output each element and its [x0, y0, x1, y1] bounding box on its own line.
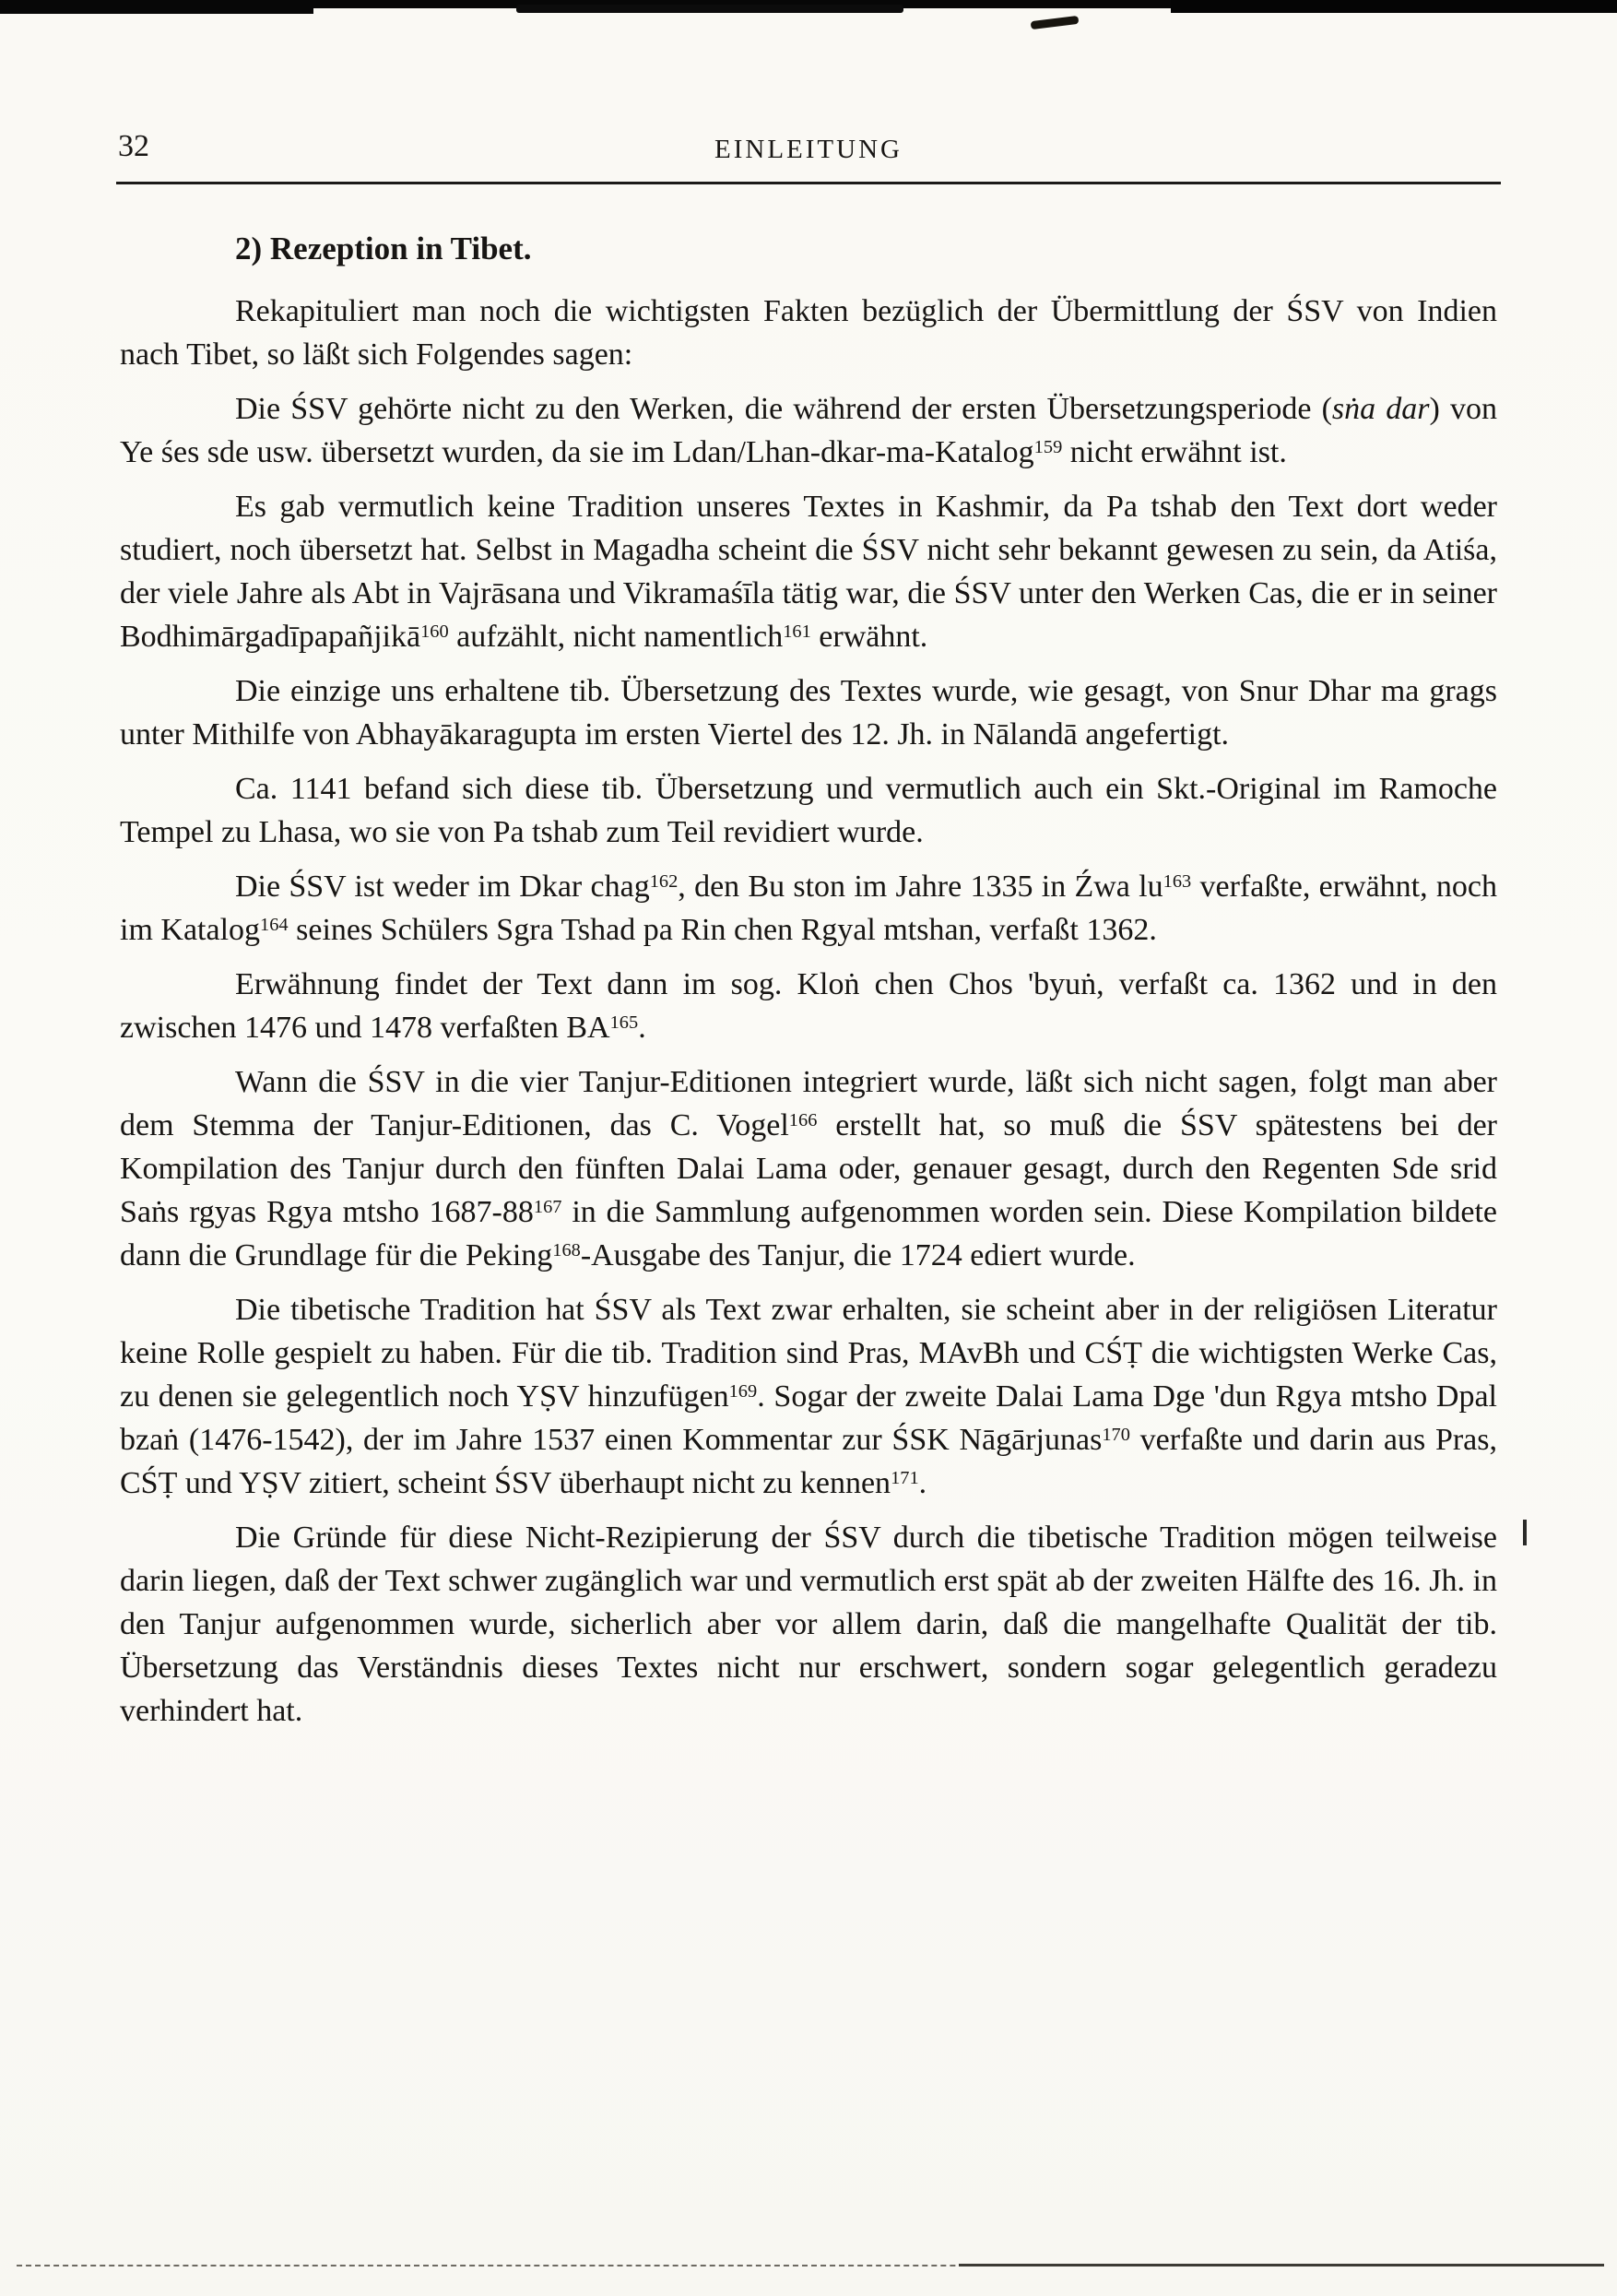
footnote-ref: 161 [783, 621, 811, 642]
text-run: Die Gründe für diese Nicht-Rezipierung der ŚSV durch die tibetische Tradition mögen teilweise darin liegen, daß der Text schwer zugänglich war und vermutlich erst spät ab der zweiten Hälfte des 16. Jh. in den Tanjur aufgenommen wurde, sicherlich aber vor allem darin, daß die mangelhafte Qualität der tib. Übersetzung das Verständnis dieses Textes nicht nur erschwert, sondern sogar gelegentlich geradezu verhindert hat. [120, 1521, 1497, 1728]
footnote-ref: 167 [533, 1196, 562, 1217]
scan-artifact-bottom-line-dark [959, 2264, 1604, 2266]
footnote-ref: 169 [728, 1380, 758, 1402]
paragraph [120, 1060, 1497, 1277]
footnote-ref: 160 [420, 621, 449, 642]
scan-artifact-top-middle [516, 5, 903, 13]
text-run: Erwähnung findet der Text dann im sog. Kloṅ chen Chos 'byuṅ, verfaßt ca. 1362 und in den zwischen 1476 und 1478 verfaßten BA [120, 967, 1497, 1045]
footnote-ref: 164 [260, 914, 289, 935]
text-run: . [638, 1011, 646, 1045]
footnote-ref: 170 [1102, 1424, 1130, 1445]
paragraph [120, 963, 1497, 1049]
scan-artifact-smudge [1031, 16, 1080, 30]
paragraph [120, 1516, 1497, 1733]
text-run: Die ŚSV ist weder im Dkar chag [235, 870, 650, 904]
italic-text: sṅa dar [1331, 392, 1430, 426]
footnote-ref: 166 [788, 1109, 818, 1130]
scan-artifact-margin-mark [1523, 1520, 1527, 1545]
footnote-ref: 168 [552, 1239, 581, 1260]
page-number: 32 [118, 129, 149, 163]
text-run: seines Schülers Sgra Tshad pa Rin chen Rgyal mtshan, verfaßt 1362. [288, 913, 1157, 947]
running-header: EINLEITUNG [714, 135, 903, 164]
text-run: nicht erwähnt ist. [1062, 435, 1287, 469]
text-run: Die ŚSV gehörte nicht zu den Werken, die während der ersten Übersetzungsperiode ( [235, 392, 1332, 426]
paragraph [120, 387, 1497, 474]
footnote-ref: 165 [609, 1012, 639, 1033]
text-run: . [918, 1466, 927, 1500]
scan-artifact-top-left [0, 0, 313, 14]
text-run: erstellt hat, so muß die ŚSV spätestens bei der Kompilation des Tanjur durch den fünften Dalai Lama oder, genauer gesagt, durch den Regenten Sde srid Saṅs rgyas Rgya mtsho 1687-88 [120, 1108, 1497, 1229]
paragraph [120, 767, 1497, 854]
footnote-ref: 159 [1033, 436, 1063, 457]
paragraph [120, 669, 1497, 756]
text-run: , den Bu ston im Jahre 1335 in Źwa lu [678, 870, 1163, 904]
text-run: Die tibetische Tradition hat ŚSV als Text zwar erhalten, sie scheint aber in der religiösen Literatur keine Rolle gespielt zu haben. Für die tib. Tradition sind Pras, MAvBh und CŚṬ die wichtigsten Werke Cas, zu denen sie gelegentlich noch YṢV hinzufügen [120, 1293, 1497, 1414]
scan-artifact-top-right [1171, 0, 1617, 13]
paragraphs [120, 290, 1497, 1733]
footnote-ref: 163 [1163, 870, 1192, 892]
text-run: Wann die ŚSV in die vier Tanjur-Editionen integriert wurde, läßt sich nicht sagen, folgt man aber dem Stemma der Tanjur-Editionen, das C. Vogel [120, 1065, 1497, 1142]
text-run: verfaßte und darin aus Pras, CŚṬ und YṢV zitiert, scheint ŚSV überhaupt nicht zu kennen [120, 1423, 1497, 1500]
paragraph [120, 485, 1497, 658]
text-run: Die einzige uns erhaltene tib. Übersetzung des Textes wurde, wie gesagt, von Snur Dhar ma grags unter Mithilfe von Abhayākaragupta im ersten Viertel des 12. Jh. in Nālandā angefertigt. [120, 674, 1497, 752]
body-text [120, 231, 1497, 1744]
paragraph [120, 290, 1497, 376]
footnote-ref: 162 [649, 870, 679, 892]
text-run: Ca. 1141 befand sich diese tib. Übersetzung und vermutlich auch ein Skt.-Original im Ramoche Tempel zu Lhasa, wo sie von Pa tshab zum Teil revidiert wurde. [120, 772, 1497, 849]
paragraph [120, 1288, 1497, 1505]
text-run: . Sogar der zweite Dalai Lama Dge 'dun Rgya mtsho Dpal bzaṅ (1476-1542), der im Jahre 1537 einen Kommentar zur ŚSK Nāgārjunas [120, 1379, 1497, 1457]
header-rule [116, 182, 1501, 184]
section-heading: 2) Rezeption in Tibet. [235, 231, 532, 266]
paragraph [120, 865, 1497, 952]
text-run: ) von Ye śes sde usw. übersetzt wurden, da sie im Ldan/Lhan-dkar-ma-Katalog [120, 392, 1497, 469]
text-run: erwähnt. [810, 620, 928, 654]
text-run: -Ausgabe des Tanjur, die 1724 ediert wurde. [580, 1238, 1136, 1272]
footnote-ref: 171 [891, 1467, 919, 1488]
text-run: verfaßte, erwähnt, noch im Katalog [120, 870, 1497, 947]
text-run: Rekapituliert man noch die wichtigsten Fakten bezüglich der Übermittlung der ŚSV von Indien nach Tibet, so läßt sich Folgendes sagen: [120, 294, 1497, 372]
text-run: in die Sammlung aufgenommen worden sein. Diese Kompilation bildete dann die Grundlage für die Peking [120, 1195, 1497, 1272]
text-run: Es gab vermutlich keine Tradition unseres Textes in Kashmir, da Pa tshab den Text dort weder studiert, noch übersetzt hat. Selbst in Magadha scheint die ŚSV nicht sehr bekannt gewesen zu sein, da Atiśa, der viele Jahre als Abt in Vajrāsana und Vikramaśīla tätig war, die ŚSV unter den Werken Cas, die er in seiner Bodhimārgadīpapañjikā [120, 490, 1497, 654]
text-run: aufzählt, nicht namentlich [448, 620, 784, 654]
